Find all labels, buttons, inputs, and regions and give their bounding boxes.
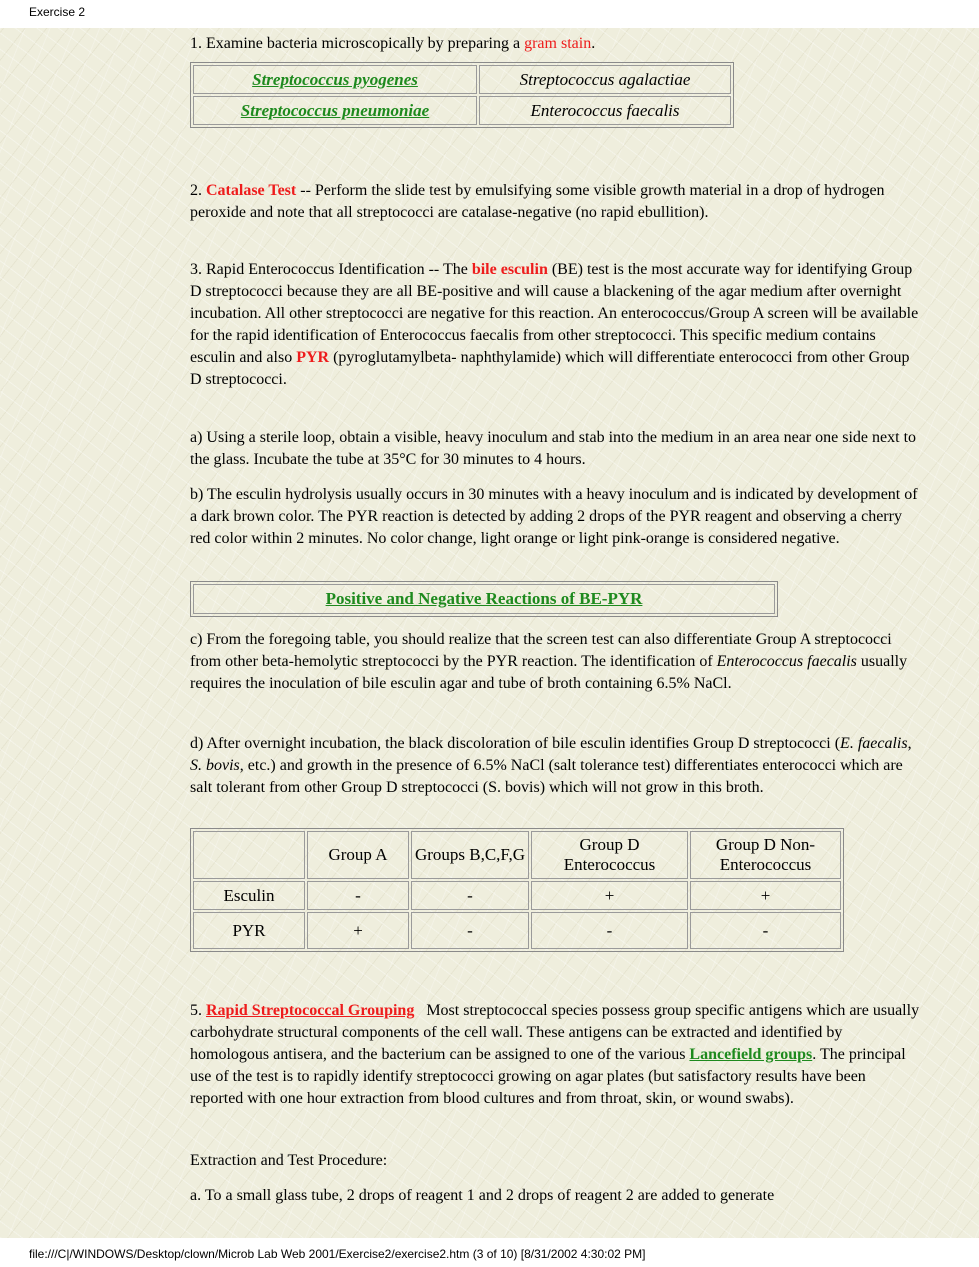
organism-link[interactable]: Streptococcus pyogenes [252, 69, 418, 89]
step-3-text: (pyroglutamylbeta- naphthylamide) which will differentiate enterococci from other Group D streptococci. [190, 349, 910, 388]
species-name: S. bovis [190, 757, 240, 774]
catalase-test-title: Catalase Test [206, 182, 297, 199]
extraction-heading: Extraction and Test Procedure: [190, 1152, 388, 1169]
table-cell: - [307, 881, 409, 910]
step-5 [190, 1000, 924, 1110]
table-row [193, 881, 841, 910]
step-d-text: d) After overnight incubation, the black discoloration of bile esculin identifies Group D streptococci ( [190, 735, 841, 752]
step-1-text: 1. Examine bacteria microscopically by preparing a [190, 35, 525, 52]
lancefield-groups-link[interactable]: Lancefield groups [689, 1046, 813, 1063]
species-name: Enterococcus faecalis [716, 653, 857, 670]
step-2-text: -- Perform the slide test by emulsifying some visible growth material in a drop of hydrogen peroxide and note that all streptococci are catalase-negative (no rapid ebullition). [190, 182, 885, 221]
step-c [190, 629, 920, 695]
reaction-table [190, 828, 844, 952]
table-header-cell [193, 831, 305, 879]
be-pyr-reactions-link[interactable]: Positive and Negative Reactions of BE-PYR [325, 589, 643, 608]
table-cell: - [531, 912, 688, 949]
table-cell[interactable] [193, 584, 775, 614]
step-d [190, 733, 920, 799]
table-row [193, 584, 775, 614]
pyr-term: PYR [296, 349, 330, 366]
step-5-text: . The principal use of the test is to rapidly identify streptococci growing on agar plates (but satisfactory results have been reported with one hour extraction from blood cultures and from throat, skin, or wound swabs). [190, 1046, 906, 1107]
step-b: b) The esculin hydrolysis usually occurs in 30 minutes with a heavy inoculum and is indicated by development of a dark brown color. The PYR reaction is detected by adding 2 drops of the PYR reagent and observing a cherry red color within 2 minutes. No color change, light orange or light pink-orange is considered negative. [190, 486, 918, 547]
table-header-cell: Groups B,C,F,G [411, 831, 529, 879]
step-2-num: 2. [190, 182, 206, 199]
table-header-cell: Group D Non-Enterococcus [690, 831, 841, 879]
step-c-text: c) From the foregoing table, you should realize that the screen test can also differentiate Group A streptococci from other beta-hemolytic streptococci by the PYR reaction. The identification of [190, 631, 892, 670]
bile-esculin-term: bile esculin [471, 261, 548, 278]
organism-link[interactable]: Streptococcus pneumoniae [240, 100, 430, 120]
step-5-text: Most streptococcal species possess group specific antigens which are usually carbohydrate structural components of the cell wall. These antigens can be extracted and identified by homologous antisera, and the bacterium can be assigned to one of the various [190, 1002, 924, 1063]
step-5-num: 5. [190, 1002, 206, 1019]
step-c-text: usually requires the inoculation of bile esculin agar and tube of broth containing 6.5% NaCl. [190, 653, 908, 692]
rapid-grouping-link[interactable]: Rapid Streptococcal Grouping [206, 1002, 415, 1019]
table-cell: - [411, 881, 529, 910]
step-2 [190, 180, 920, 224]
be-pyr-link-table [190, 581, 778, 617]
table-cell[interactable] [193, 65, 477, 94]
step-3-text: (BE) test is the most accurate way for identifying Group D streptococci because they are all BE-positive and will cause a blackening of the agar medium after overnight incubation. All other streptococci are negative for this reaction. An enterococcus/Group A screen will be available for the rapid identification of Enterococcus faecalis from other streptococci. This specific medium contains esculin and also [190, 261, 919, 366]
table-cell: Esculin [193, 881, 305, 910]
table-cell: - [411, 912, 529, 949]
table-cell: + [531, 881, 688, 910]
table-cell[interactable] [193, 96, 477, 125]
organism-table [190, 62, 734, 128]
table-row [193, 96, 731, 125]
table-cell: + [690, 881, 841, 910]
species-name: E. faecalis [840, 735, 908, 752]
print-footer: file:///C|/WINDOWS/Desktop/clown/Microb Lab Web 2001/Exercise2/exercise2.htm (3 of 10) [8/31/2002 4:30:02 PM] [0, 1238, 979, 1267]
gram-stain-link[interactable]: gram stain [524, 35, 592, 52]
step-1 [190, 33, 920, 55]
print-header: Exercise 2 [0, 0, 979, 28]
table-header-row [193, 831, 841, 879]
table-cell: - [690, 912, 841, 949]
table-cell: PYR [193, 912, 305, 949]
step-1-end: . [591, 35, 596, 52]
table-header-cell: Group D Enterococcus [531, 831, 688, 879]
extraction-step-a: a. To a small glass tube, 2 drops of reagent 1 and 2 drops of reagent 2 are added to generate [190, 1187, 775, 1204]
step-3 [190, 259, 920, 391]
table-cell: + [307, 912, 409, 949]
step-a: a) Using a sterile loop, obtain a visible, heavy inoculum and stab into the medium in an area near one side next to the glass. Incubate the tube at 35°C for 30 minutes to 4 hours. [190, 429, 917, 468]
step-d-text: , [907, 735, 912, 752]
table-cell: Enterococcus faecalis [479, 96, 731, 125]
table-row [193, 65, 731, 94]
step-d-text: , etc.) and growth in the presence of 6.5% NaCl (salt tolerance test) differentiates enterococci which are salt tolerant from other Group D streptococci (S. bovis) which will not grow in this broth. [190, 757, 903, 796]
step-3-text: 3. Rapid Enterococcus Identification -- The [190, 261, 472, 278]
table-row [193, 912, 841, 949]
table-cell: Streptococcus agalactiae [479, 65, 731, 94]
table-header-cell: Group A [307, 831, 409, 879]
